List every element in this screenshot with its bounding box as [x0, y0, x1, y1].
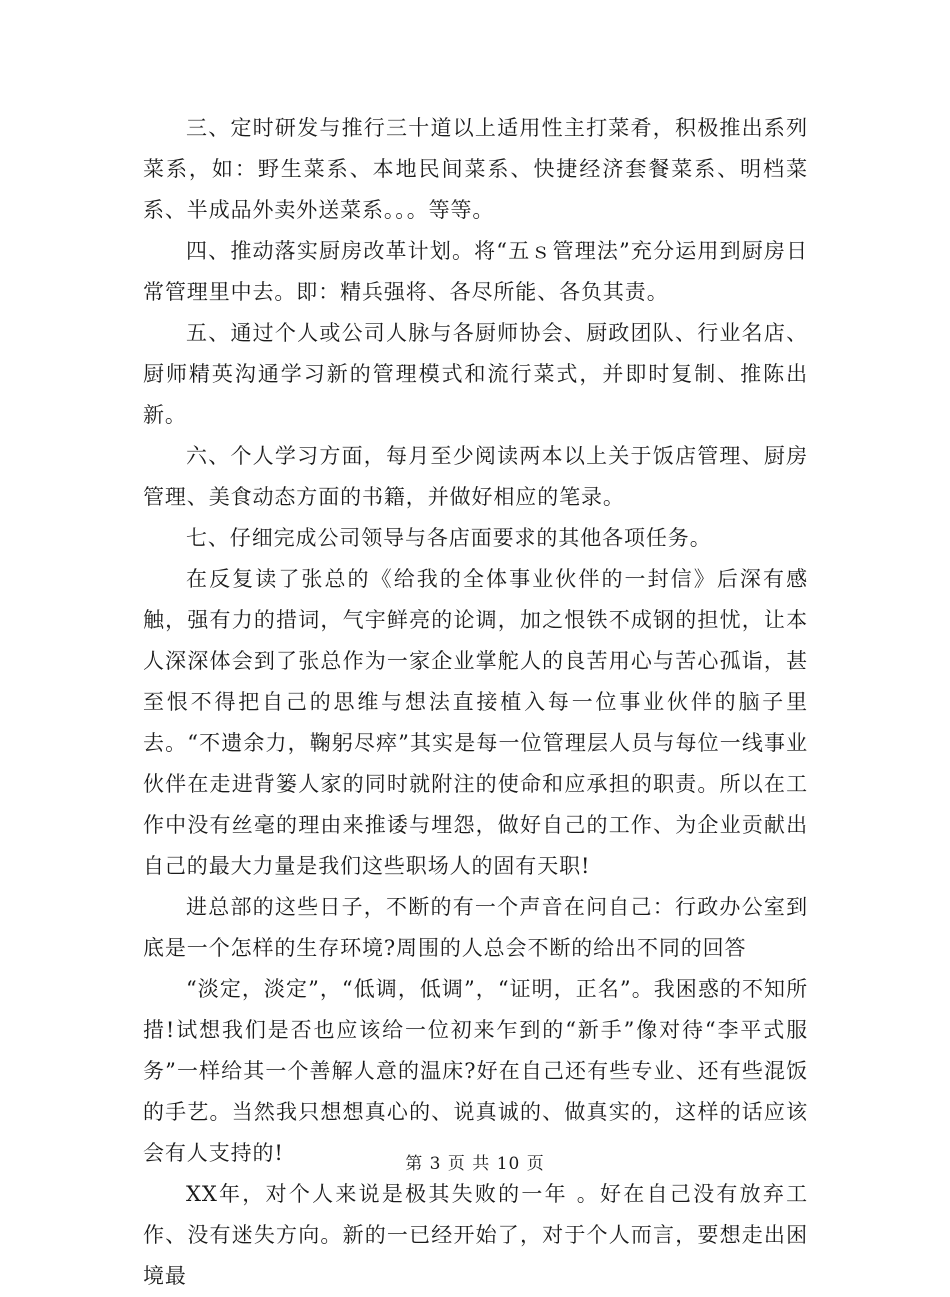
paragraph-item-5: 五、通过个人或公司人脉与各厨师协会、厨政团队、行业名店、厨师精英沟通学习新的管理模式和流行菜式，并即时复制、推陈出新。 [143, 321, 808, 427]
document-body [143, 108, 808, 1297]
page-number-footer: 第 3 页 共 10 页 [405, 1154, 545, 1174]
paragraph-item-6: 六、个人学习方面，每月至少阅读两本以上关于饭店管理、厨房管理、美食动态方面的书籍，并做好相应的笔录。 [143, 444, 808, 509]
paragraph-item-4: 四、推动落实厨房改革计划。将“五ｓ管理法”充分运用到厨房日常管理里中去。即：精兵强将、各尽所能、各负其责。 [143, 239, 808, 304]
paragraph-item-3: 三、定时研发与推行三十道以上适用性主打菜肴，积极推出系列菜系，如：野生菜系、本地民间菜系、快捷经济套餐菜系、明档菜系、半成品外卖外送菜系。。。等等。 [143, 116, 808, 222]
paragraph-answers: “淡定，淡定”，“低调，低调”，“证明，正名”。我困惑的不知所措!试想我们是否也应该给一位初来乍到的“新手”像对待“李平式服务”一样给其一个善解人意的温床?好在自己还有些专业、还有些混饭的手艺。当然我只想想真心的、说真诚的、做真实的，这样的话应该会有人支持的! [143, 977, 808, 1165]
paragraph-item-7: 七、仔细完成公司领导与各店面要求的其他各项任务。 [186, 526, 712, 550]
paragraph-reflection-letter: 在反复读了张总的《给我的全体事业伙伴的一封信》后深有感触，强有力的措词，气宇鲜亮的论调，加之恨铁不成钢的担忧，让本人深深体会到了张总作为一家企业掌舵人的良苦用心与苦心孤诣，甚至恨不得把自己的思维与想法直接植入每一位事业伙伴的脑子里去。“不遗余力，鞠躬尽瘁”其实是每一位管理层人员与每位一线事业伙伴在走进背篓人家的同时就附注的使命和应承担的职责。所以在工作中没有丝毫的理由来推诿与埋怨，做好自己的工作、为企业贡献出自己的最大力量是我们这些职场人的固有天职! [143, 567, 808, 878]
paragraph-headquarters: 进总部的这些日子，不断的有一个声音在问自己：行政办公室到底是一个怎样的生存环境?周围的人总会不断的给出不同的回答 [143, 895, 808, 960]
paragraph-year-summary: XX年，对个人来说是极其失败的一年 。好在自己没有放弃工作、没有迷失方向。新的一已经开始了，对于个人而言，要想走出困境最 [143, 1182, 808, 1288]
